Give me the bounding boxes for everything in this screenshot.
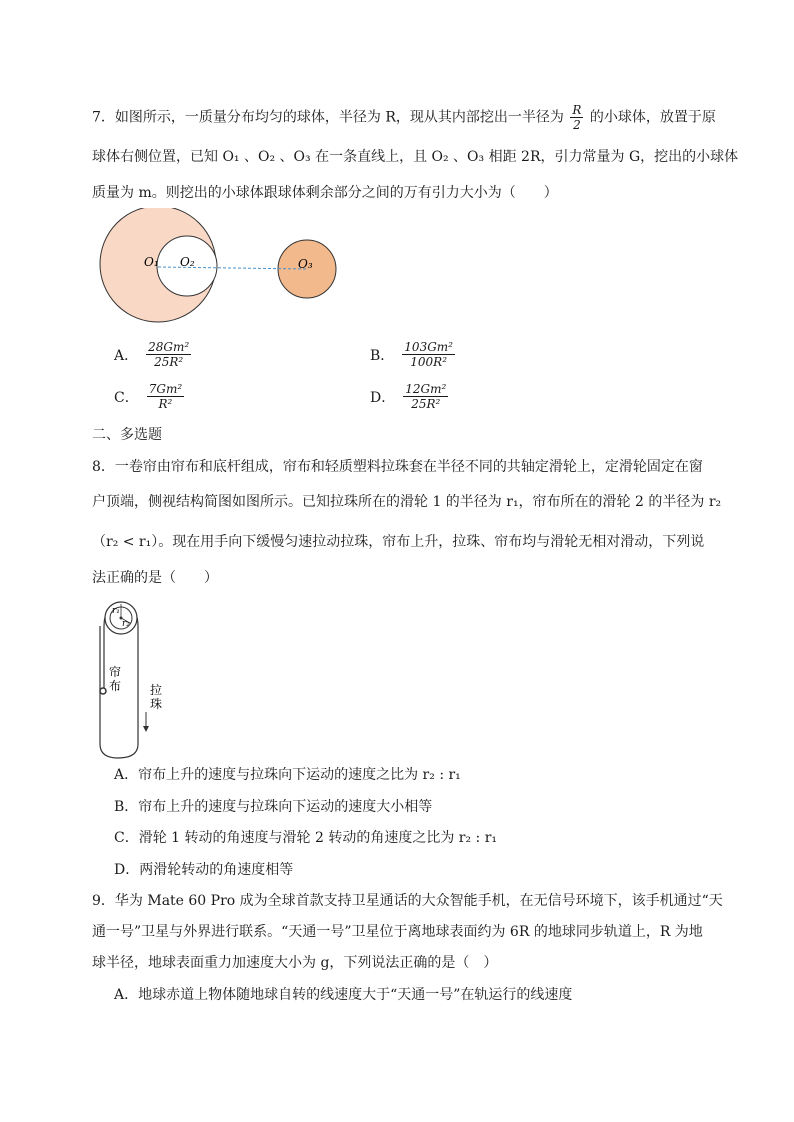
q7-option-a-denominator: 25R² [154, 355, 184, 369]
q9-line-2: 通一号”卫星与外界进行联系。“天通一号”卫星位于离地球表面约为 6R 的地球同步轨道上，R 为地 [92, 924, 703, 940]
q7-option-a-letter: A． [114, 347, 139, 364]
q7-line-3: 质量为 m。则挖出的小球体跟球体剩余部分之间的万有引力大小为（ ） [92, 185, 558, 201]
q8-line-1: 8．一卷帘由帘布和底杆组成，帘布和轻质塑料拉珠套在半径不同的共轴定滑轮上，定滑轮固定在窗 [92, 459, 703, 475]
q7-label-o3: O₃ [298, 257, 313, 271]
q8-label-curtain-2: 布 [109, 679, 122, 693]
q7-option-d[interactable] [370, 382, 450, 411]
q7-label-o1: O₁ [144, 255, 159, 269]
q8-label-r2: r₂ [122, 619, 130, 629]
q9-line-3: 球半径，地球表面重力加速度大小为 g，下列说法正确的是（ ） [92, 955, 498, 971]
q8-option-b[interactable]: B．帘布上升的速度与拉珠向下运动的速度大小相等 [114, 799, 433, 815]
q7-option-b[interactable] [370, 340, 457, 369]
q8-label-bead-2: 珠 [150, 697, 163, 711]
q7-option-a-numerator: 28Gm² [148, 340, 190, 354]
q7-line-2: 球体右侧位置，已知 O₁ 、O₂ 、O₃ 在一条直线上，且 O₂ 、O₃ 相距 2R，引力常量为 G，挖出的小球体 [92, 149, 739, 165]
q8-line-2: 户顶端，侧视结构简图如图所示。已知拉珠所在的滑轮 1 的半径为 r₁，帘布所在的滑轮 2 的半径为 r₂ [92, 494, 722, 510]
q7-option-b-numerator: 103Gm² [404, 340, 453, 354]
q8-pull-arrow-head [143, 726, 149, 732]
q8-line-4: 法正确的是（ ） [92, 570, 218, 586]
q7-radius-fraction [570, 103, 583, 132]
q7-label-o2: O₂ [180, 255, 195, 269]
q7-line-1-text-a: 7．如图所示，一质量分布均匀的球体，半径为 R，现从其内部挖出一半径为 [92, 109, 564, 126]
q7-option-c[interactable] [114, 382, 186, 411]
q8-label-r1: r₁ [112, 606, 120, 616]
q7-line-1 [92, 103, 716, 132]
q7-option-a[interactable] [114, 340, 193, 369]
q7-option-b-letter: B． [370, 347, 395, 364]
q7-sphere-figure [92, 208, 352, 338]
q8-bottom-rod [100, 688, 106, 694]
q7-option-c-numerator: 7Gm² [148, 382, 183, 396]
q9-option-a[interactable]: A．地球赤道上物体随地球自转的线速度大于“天通一号”在轨运行的线速度 [114, 987, 573, 1003]
q7-option-c-denominator: R² [158, 397, 173, 411]
q8-option-d[interactable]: D．两滑轮转动的角速度相等 [114, 862, 294, 878]
q7-option-d-letter: D． [370, 389, 396, 406]
q7-fraction-denominator: 2 [573, 118, 581, 132]
q7-fraction-numerator: R [572, 103, 582, 117]
section-title-multi-choice: 二、多选题 [92, 427, 162, 443]
q8-line-3: （r₂ < r₁）。现在用手向下缓慢匀速拉动拉珠，帘布上升，拉珠、帘布均与滑轮无相对滑动，下列说 [92, 534, 705, 550]
q8-option-a[interactable]: A．帘布上升的速度与拉珠向下运动的速度之比为 r₂ : r₁ [114, 767, 461, 783]
q8-option-c[interactable]: C．滑轮 1 转动的角速度与滑轮 2 转动的角速度之比为 r₂ : r₁ [114, 830, 498, 846]
q7-line-1-text-b: 的小球体，放置于原 [589, 109, 716, 126]
q7-option-d-numerator: 12Gm² [405, 382, 447, 396]
q7-option-c-letter: C． [114, 389, 139, 406]
q8-curtain-figure [92, 596, 172, 762]
q9-line-1: 9．华为 Mate 60 Pro 成为全球首款支持卫星通话的大众智能手机，在无信号环境下，该手机通过“天 [92, 893, 723, 909]
q7-option-d-denominator: 25R² [411, 397, 441, 411]
q7-option-b-denominator: 100R² [410, 355, 448, 369]
q8-label-bead-1: 拉 [150, 683, 163, 697]
q8-label-curtain-1: 帘 [109, 665, 122, 679]
